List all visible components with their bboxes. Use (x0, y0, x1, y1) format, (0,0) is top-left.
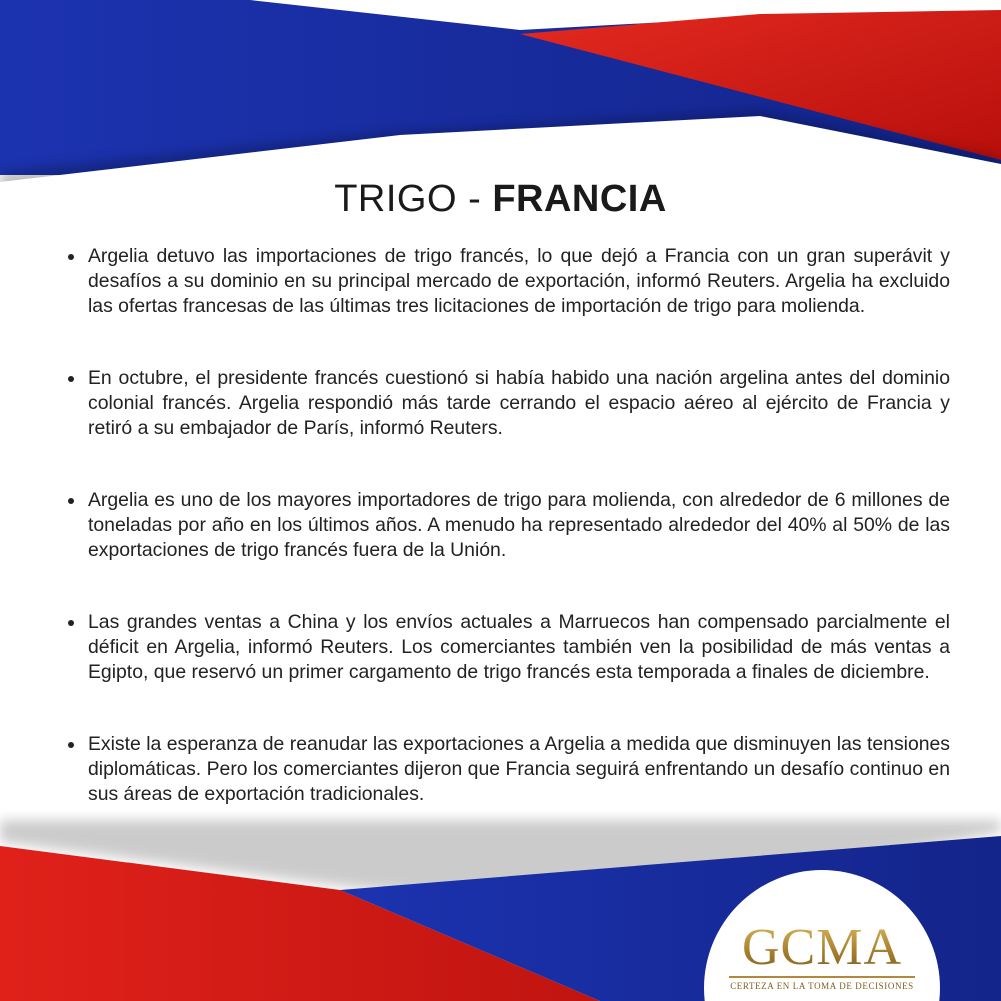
bullet-dot-icon (68, 376, 74, 382)
bullet-dot-icon (68, 498, 74, 504)
bullet-item (68, 366, 950, 441)
title-prefix: TRIGO - (334, 178, 482, 220)
logo-name: GCMA (702, 922, 942, 974)
bullet-dot-icon (68, 254, 74, 260)
bullet-list (68, 244, 950, 807)
gcma-logo (702, 919, 942, 991)
bullet-item (68, 732, 950, 807)
bullet-text: Argelia detuvo las importaciones de trigo francés, lo que dejó a Francia con un gran superávit y desafíos a su dominio en su principal mercado de exportación, informó Reuters. Argelia ha excluido las ofertas francesas de las últimas tres licitaciones de importación de trigo para molienda. (88, 245, 950, 317)
bullet-text: Existe la esperanza de reanudar las exportaciones a Argelia a medida que disminuyen las tensiones diplomáticas. Pero los comerciantes dijeron que Francia seguirá enfrentando un desafío continuo en sus áreas de exportación tradicionales. (88, 733, 950, 805)
bullet-dot-icon (68, 620, 74, 626)
bullet-text: Las grandes ventas a China y los envíos actuales a Marruecos han compensado parcialmente el déficit en Argelia, informó Reuters. Los comerciantes también ven la posibilidad de más ventas a Egipto, que reservó un primer cargamento de trigo francés esta temporada a finales de diciembre. (88, 611, 950, 683)
top-banner (0, 0, 1001, 260)
page-title (0, 178, 1001, 221)
bullet-item (68, 244, 950, 319)
bullet-text: En octubre, el presidente francés cuestionó si había habido una nación argelina antes del dominio colonial francés. Argelia respondió más tarde cerrando el espacio aéreo al ejército de Francia y retiró a su embajador de París, informó Reuters. (88, 367, 950, 439)
logo-divider (729, 976, 915, 978)
bullet-text: Argelia es uno de los mayores importadores de trigo para molienda, con alrededor de 6 millones de toneladas por año en los últimos años. A menudo ha representado alrededor del 40% al 50% de las exportaciones de trigo francés fuera de la Unión. (88, 489, 950, 561)
title-emphasis: FRANCIA (492, 178, 667, 220)
bullet-item (68, 610, 950, 685)
bullet-dot-icon (68, 742, 74, 748)
bullet-item (68, 488, 950, 563)
logo-tagline: CERTEZA EN LA TOMA DE DECISIONES (730, 981, 914, 991)
